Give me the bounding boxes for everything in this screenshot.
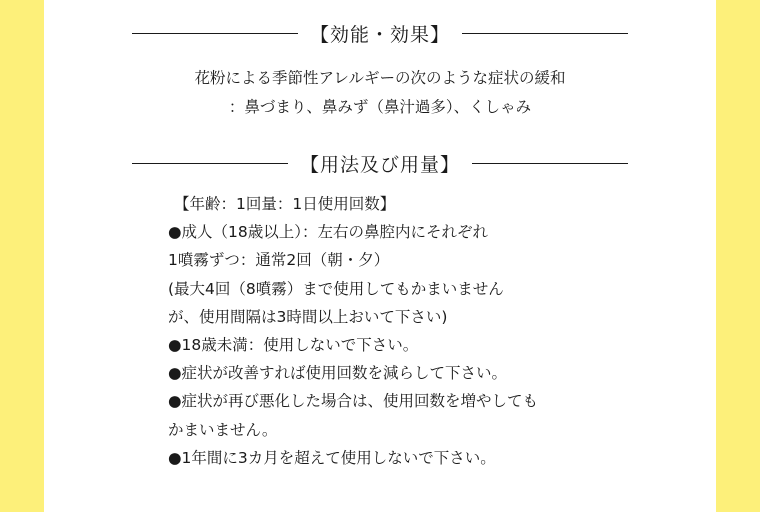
dosage-line: かまいません。: [168, 420, 278, 439]
dosage-heading: 【用法及び用量】: [300, 154, 461, 176]
dosage-line: ●成人（18歳以上）：左右の鼻腔内にそれぞれ: [168, 223, 488, 242]
efficacy-line: ：鼻づまり、鼻みず（鼻汁過多）、くしゃみ: [228, 98, 532, 116]
efficacy-heading: 【効能・効果】: [310, 24, 451, 46]
dosage-line: (最大4回（8噴霧）まで使用してもかまいません: [168, 279, 504, 298]
dosage-line: 1噴霧ずつ：通常2回（朝・夕）: [168, 251, 390, 270]
heading-rule-right: [472, 163, 628, 164]
dosage-line: ●18歳未満：使用しないで下さい。: [168, 336, 419, 355]
dosage-section-header: [132, 150, 628, 177]
dosage-instructions: [168, 190, 688, 472]
efficacy-section-header: [132, 20, 628, 47]
heading-rule-left: [132, 163, 288, 164]
heading-rule-right: [462, 33, 628, 34]
efficacy-description: [44, 64, 716, 122]
dosage-line: ●症状が改善すれば使用回数を減らして下さい。: [168, 364, 508, 383]
dosage-subheading: 【年齢：1回量：1日使用回数】: [174, 195, 396, 213]
dosage-line: が、使用間隔は3時間以上おいて下さい): [168, 307, 448, 326]
efficacy-line: 花粉による季節性アレルギーの次のような症状の緩和: [194, 69, 566, 87]
dosage-line: ●症状が再び悪化した場合は、使用回数を増やしても: [168, 392, 539, 411]
heading-rule-left: [132, 33, 298, 34]
dosage-line: ●1年間に3カ月を超えて使用しないで下さい。: [168, 448, 496, 467]
